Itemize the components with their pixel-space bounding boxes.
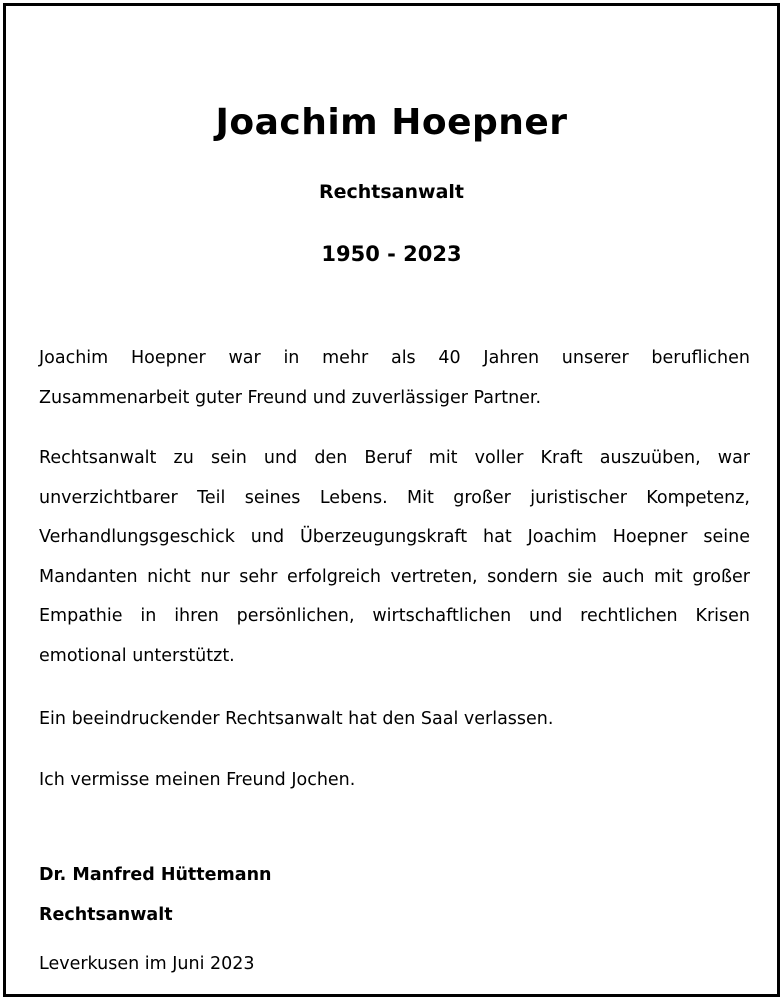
place-and-date: Leverkusen im Juni 2023 [39, 954, 255, 974]
paragraph-farewell: Ein beeindruckender Rechtsanwalt hat den Saal verlassen. [39, 709, 554, 729]
paragraph-partnership: Joachim Hoepner war in mehr als 40 Jahren unserer beruflichen Zusammenarbeit guter Freund und zuverlässiger Partner. [39, 348, 750, 408]
paragraph-career: Rechtsanwalt zu sein und den Beruf mit voller Kraft auszuüben, war unverzichtbarer Teil seines Lebens. Mit großer juristischer Kompetenz, Verhandlungsgeschick und Überzeugungskraft hat Joachim Hoepner seine Mandanten nicht nur sehr erfolgreich vertreten, sondern sie auch mit großer Empathie in ihren persönlichen, wirtschaftlichen und rechtlichen Krisen emotional unterstützt. [39, 448, 750, 666]
signatory-name: Dr. Manfred Hüttemann [39, 865, 272, 885]
deceased-name: Joachim Hoepner [215, 102, 568, 143]
deceased-profession: Rechtsanwalt [318, 181, 464, 203]
signatory-title: Rechtsanwalt [39, 905, 173, 925]
paragraph-personal: Ich vermisse meinen Freund Jochen. [39, 770, 356, 790]
notice-border [3, 3, 780, 997]
life-years: 1950 - 2023 [321, 242, 462, 266]
